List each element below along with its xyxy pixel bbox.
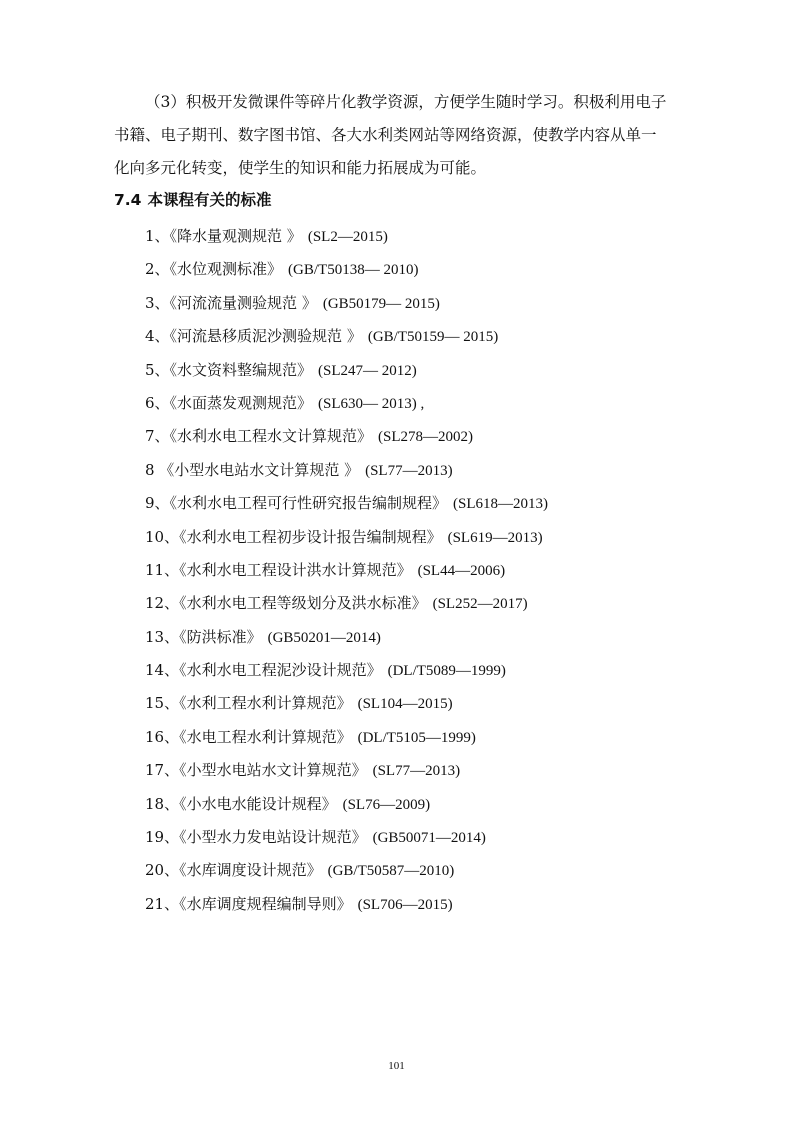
standard-code: (SL706—2015)	[357, 896, 453, 913]
standard-item	[145, 754, 705, 787]
standard-code: (GB/T50159— 2015)	[367, 329, 499, 346]
standard-code: (GB50201—2014)	[267, 629, 381, 646]
standard-item	[145, 788, 705, 821]
standard-item	[145, 721, 705, 754]
standard-item	[145, 354, 705, 387]
standard-item	[145, 521, 705, 554]
standard-title: 14、《水利水电工程泥沙设计规范》	[145, 661, 382, 680]
standard-code: (SL278—2002)	[378, 429, 474, 446]
standard-title: 20、《水库调度设计规范》	[145, 861, 322, 880]
standard-item	[145, 621, 705, 654]
standard-item	[145, 554, 705, 587]
standard-title: 13、《防洪标准》	[145, 627, 262, 646]
standard-title: 5、《水文资料整编规范》	[145, 360, 313, 379]
standard-title: 8 《小型水电站水文计算规范 》	[145, 460, 360, 479]
standard-item	[145, 687, 705, 720]
standard-title: 15、《水利工程水利计算规范》	[145, 694, 352, 713]
section-title: 本课程有关的标准	[147, 191, 272, 209]
standard-title: 4、《河流悬移质泥沙测验规范 》	[145, 327, 362, 346]
standard-code: (SL44—2006)	[417, 562, 506, 579]
standard-item	[145, 854, 705, 887]
standard-code: (DL/T5105—1999)	[357, 729, 476, 746]
standard-title: 12、《水利水电工程等级划分及洪水标准》	[145, 594, 427, 613]
paragraph-line: 化向多元化转变，使学生的知识和能力拓展成为可能。	[114, 159, 487, 177]
standard-title: 6、《水面蒸发观测规范》	[145, 393, 313, 412]
standard-item	[145, 320, 705, 353]
standard-code: (SL76—2009)	[342, 796, 431, 813]
standard-item	[145, 220, 705, 253]
standard-title: 11、《水利水电工程设计洪水计算规范》	[145, 560, 412, 579]
standard-title: 10、《水利水电工程初步设计报告编制规程》	[145, 527, 442, 546]
standard-code: (GB/T50587—2010)	[327, 863, 455, 880]
standard-title: 21、《水库调度规程编制导则》	[145, 894, 352, 913]
page-number: 101	[388, 1060, 405, 1072]
standard-title: 1、《降水量观测规范 》	[145, 227, 302, 245]
section-number: 7.4	[114, 191, 142, 209]
standard-code: (SL247— 2012)	[318, 362, 417, 379]
standard-code: (DL/T5089—1999)	[387, 663, 506, 680]
standard-title: 19、《小型水力发电站设计规范》	[145, 828, 367, 847]
standard-item	[145, 587, 705, 620]
standard-code: (GB/T50138— 2010)	[288, 262, 419, 279]
standard-item	[145, 821, 705, 854]
standard-item	[145, 420, 705, 453]
standard-item	[145, 654, 705, 687]
standard-title: 16、《水电工程水利计算规范》	[145, 727, 352, 746]
standard-code: (SL252—2017)	[432, 596, 528, 613]
standard-title: 3、《河流流量测验规范 》	[145, 293, 317, 312]
standard-item	[145, 888, 705, 921]
standard-item	[145, 387, 705, 420]
section-heading	[114, 186, 271, 214]
standard-code: (GB50071—2014)	[372, 830, 486, 847]
standard-code: (SL618—2013)	[453, 496, 549, 513]
standard-item	[145, 487, 705, 520]
standard-code: (SL104—2015)	[357, 696, 453, 713]
intro-paragraph	[114, 86, 686, 185]
standard-code: (GB50179— 2015)	[322, 295, 440, 312]
paragraph-line: 书籍、电子期刊、数字图书馆、各大水利类网站等网络资源，使教学内容从单一	[114, 126, 657, 144]
standard-code: (SL630— 2013) ,	[318, 395, 425, 412]
standard-code: (SL619—2013)	[447, 529, 543, 546]
standard-title: 7、《水利水电工程水文计算规范》	[145, 427, 373, 446]
standard-item	[145, 253, 705, 286]
standard-code: (SL77—2013)	[365, 462, 453, 479]
standard-item	[145, 454, 705, 487]
standard-title: 9、《水利水电工程可行性研究报告编制规程》	[145, 494, 448, 513]
standard-item	[145, 287, 705, 320]
standard-code: (SL77—2013)	[372, 763, 461, 780]
standard-title: 17、《小型水电站水文计算规范》	[145, 761, 367, 780]
standard-code: (SL2—2015)	[307, 229, 388, 245]
paragraph-line: （3）积极开发微课件等碎片化教学资源，方便学生随时学习。积极利用电子	[145, 93, 667, 111]
standard-title: 2、《水位观测标准》	[145, 260, 283, 279]
standards-list	[145, 220, 705, 921]
standard-title: 18、《小水电水能设计规程》	[145, 794, 337, 813]
